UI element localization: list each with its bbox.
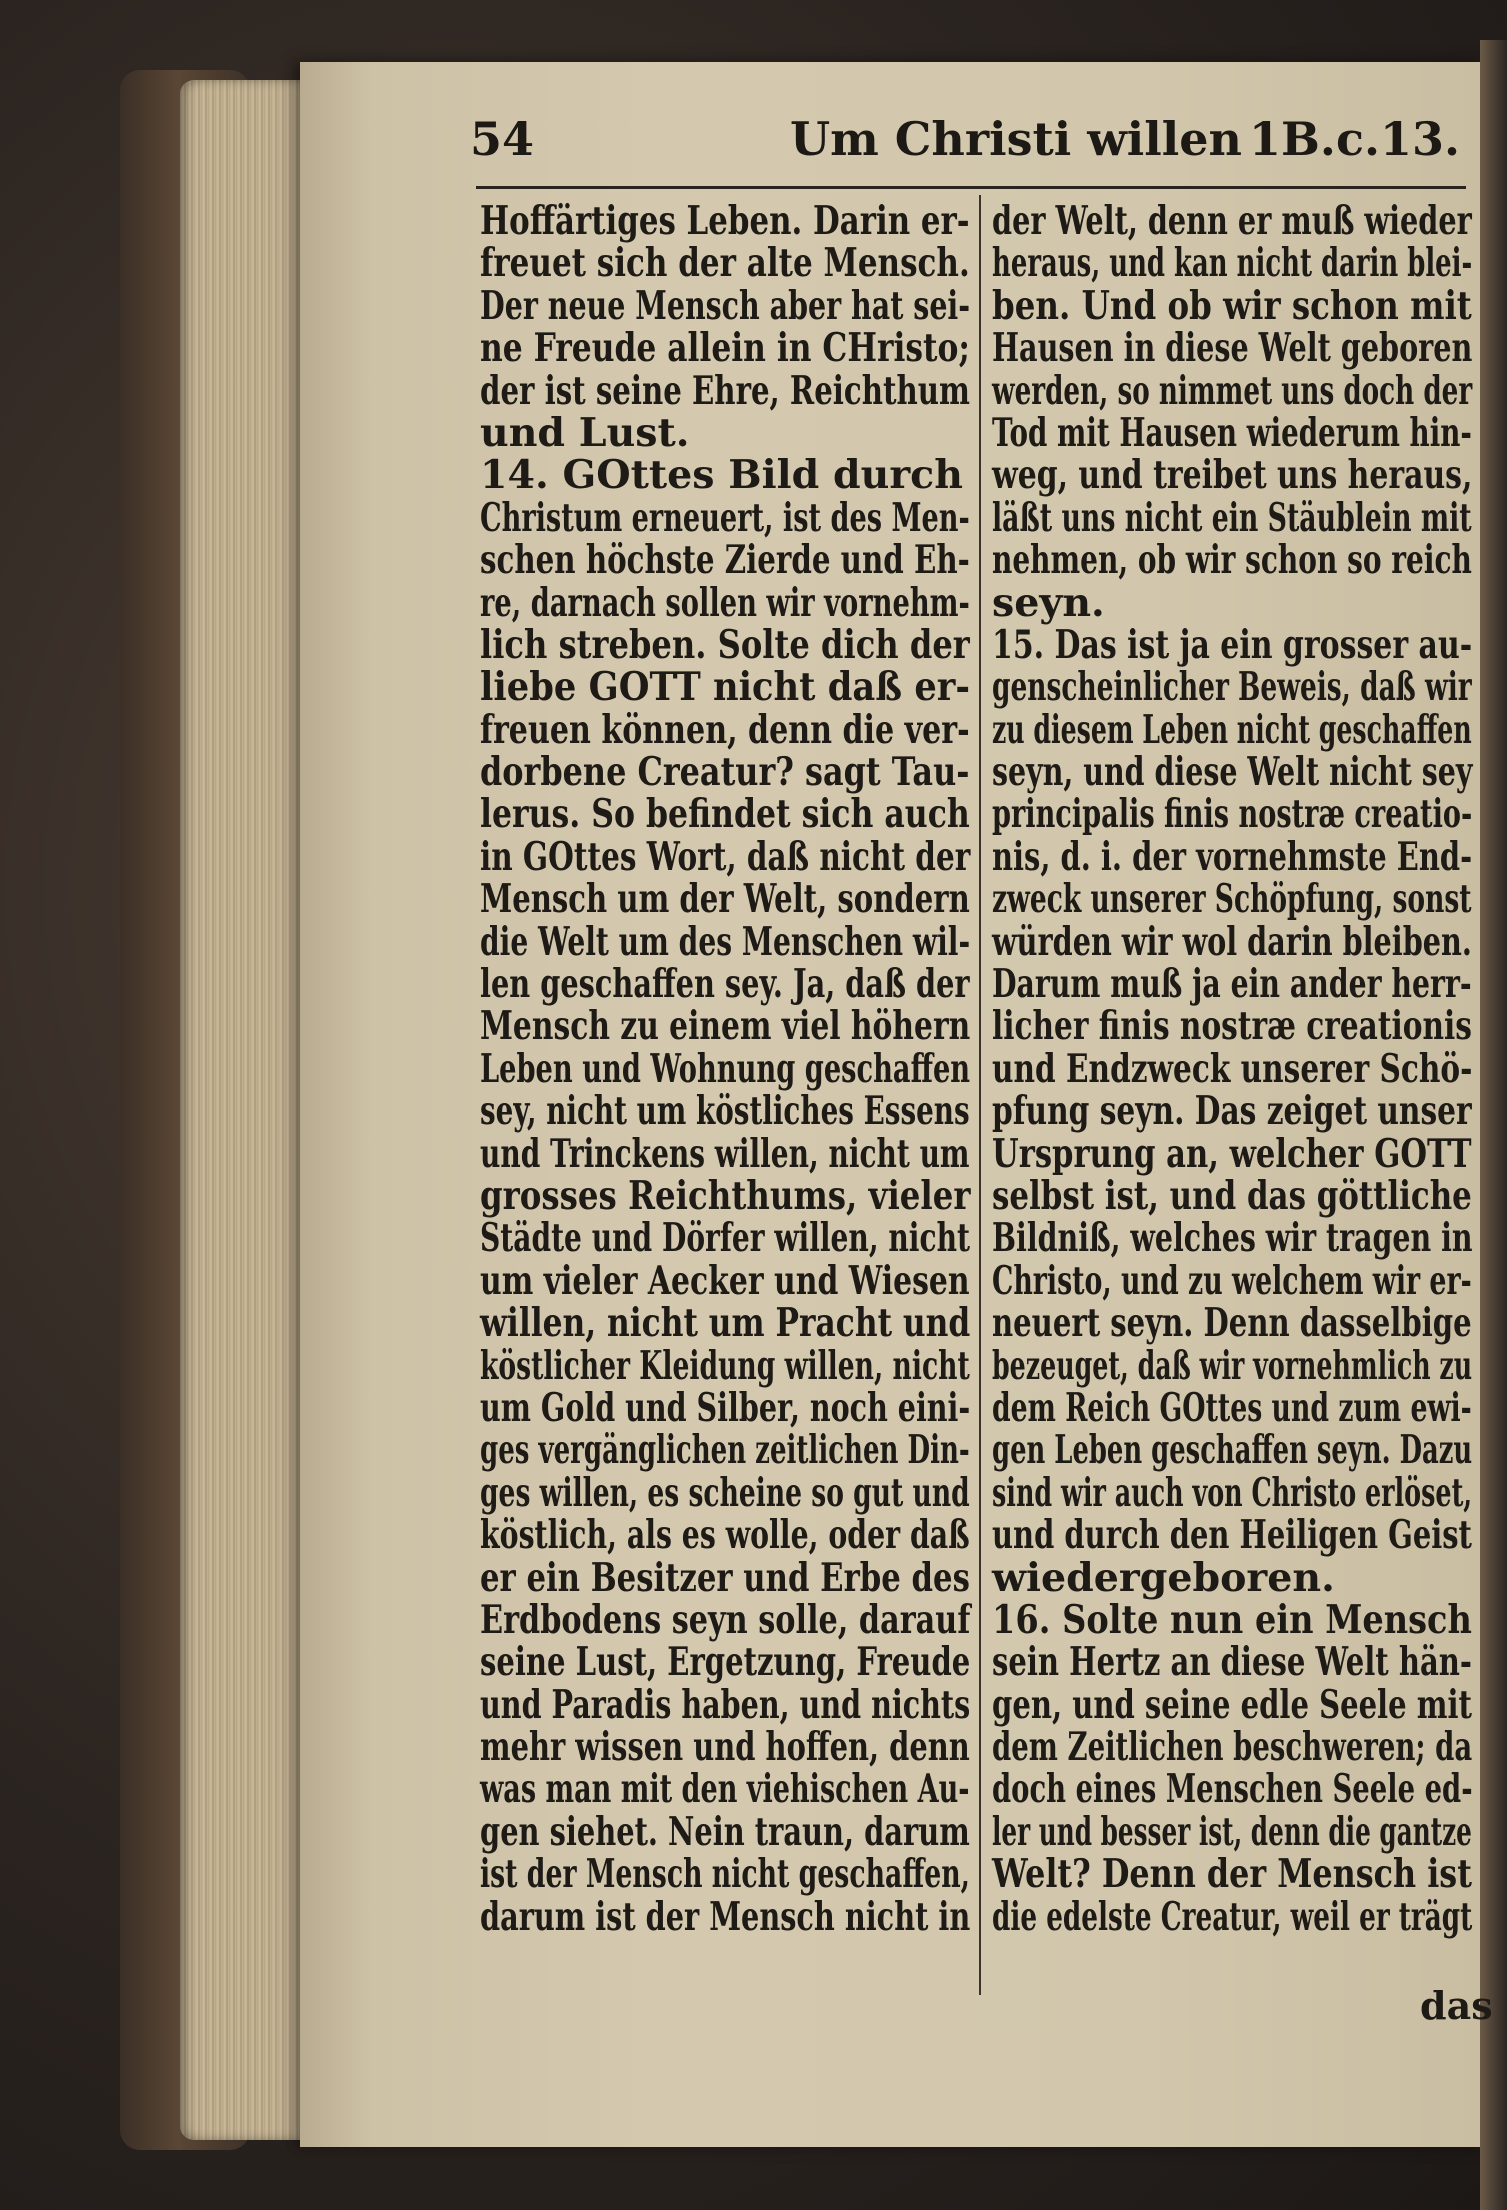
text-line: und Lust. <box>480 409 690 456</box>
catchword: das <box>1420 1983 1493 2028</box>
text-line: die edelste Creatur, weil er trägt <box>992 1893 1473 1940</box>
text-line: heraus, und kan nicht darin blei- <box>992 240 1473 287</box>
text-line: bezeuget, daß wir vornehmlich zu <box>992 1342 1473 1389</box>
text-line: und Trinckens willen, nicht um <box>480 1130 970 1177</box>
text-line: principalis finis nostræ creatio- <box>992 791 1473 838</box>
text-line: schen höchste Zierde und Eh- <box>480 537 970 584</box>
text-line: nehmen, ob wir schon so reich <box>992 537 1472 584</box>
text-line: freuet sich der alte Mensch. <box>480 240 970 287</box>
chapter-reference: 1B.c.13. <box>1249 112 1460 166</box>
text-line: lich streben. Solte dich der <box>480 621 970 668</box>
header-rule <box>476 186 1466 189</box>
text-line: Leben und Wohnung geschaffen <box>480 1045 971 1092</box>
text-line: wiedergeboren. <box>992 1554 1335 1601</box>
text-line: 14. GOttes Bild durch <box>480 452 963 499</box>
text-line: Mensch zu einem viel höhern <box>480 1003 971 1050</box>
text-line: sey, nicht um köstliches Essens <box>480 1088 970 1135</box>
text-line: lerus. So befindet sich auch <box>480 791 970 838</box>
text-line: ges willen, es scheine so gut und <box>480 1469 970 1516</box>
text-line: neuert seyn. Denn dasselbige <box>992 1300 1472 1347</box>
text-line: nis, d. i. der vornehmste End- <box>992 833 1473 880</box>
text-line: ist der Mensch nicht geschaffen, <box>480 1851 970 1898</box>
text-line: sind wir auch von Christo erlöset, <box>992 1469 1473 1516</box>
text-line: Erdbodens seyn solle, darauf <box>480 1596 971 1643</box>
text-line: der ist seine Ehre, Reichthum <box>480 367 970 414</box>
text-line: köstlich, als es wolle, oder daß <box>480 1512 970 1559</box>
text-line: was man mit den viehischen Au- <box>480 1766 970 1813</box>
text-line: und Endzweck unserer Schö- <box>992 1045 1473 1092</box>
text-line: ben. Und ob wir schon mit <box>992 282 1472 329</box>
text-line: würden wir wol darin bleiben. <box>992 918 1472 965</box>
page-number: 54 <box>470 112 535 166</box>
text-line: sein Hertz an diese Welt hän- <box>992 1639 1473 1686</box>
text-line: dem Reich GOttes und zum ewi- <box>992 1384 1472 1431</box>
text-line: freuen können, denn die ver- <box>480 706 970 753</box>
text-line: in GOttes Wort, daß nicht der <box>480 833 971 880</box>
text-line: Hoffärtiges Leben. Darin er- <box>480 198 970 244</box>
text-line: ges vergänglichen zeitlichen Din- <box>480 1427 970 1474</box>
text-line: seyn, und diese Welt nicht sey <box>992 749 1473 796</box>
text-line: willen, nicht um Pracht und <box>480 1300 971 1347</box>
text-line: dorbene Creatur? sagt Tau- <box>480 749 970 796</box>
left-text-column <box>480 200 970 1938</box>
text-line: doch eines Menschen Seele ed- <box>992 1766 1473 1813</box>
text-line: Christo, und zu welchem wir er- <box>992 1257 1472 1304</box>
text-line: er ein Besitzer und Erbe des <box>480 1554 970 1601</box>
text-line: gen, und seine edle Seele mit <box>992 1681 1472 1728</box>
text-line: gen siehet. Nein traun, darum <box>480 1808 970 1855</box>
text-line: Welt? Denn der Mensch ist <box>992 1851 1472 1898</box>
book-right-edge <box>1480 40 1507 2210</box>
text-line: seine Lust, Ergetzung, Freude <box>480 1639 971 1686</box>
text-line: licher finis nostræ creationis <box>992 1003 1472 1050</box>
text-line: werden, so nimmet uns doch der <box>992 367 1473 414</box>
text-line: Hausen in diese Welt geboren <box>992 325 1473 372</box>
text-line: selbst ist, und das göttliche <box>992 1172 1472 1219</box>
text-line: Christum erneuert, ist des Men- <box>480 494 970 541</box>
text-line: Mensch um der Welt, sondern <box>480 876 970 923</box>
text-line: seyn. <box>992 579 1105 626</box>
text-line: ler und besser ist, denn die gantze <box>992 1808 1472 1855</box>
text-line: köstlicher Kleidung willen, nicht <box>480 1342 970 1389</box>
text-line: 16. Solte nun ein Mensch <box>992 1596 1472 1643</box>
text-line: um Gold und Silber, noch eini- <box>480 1384 971 1431</box>
text-line: zweck unserer Schöpfung, sonst <box>992 876 1472 923</box>
text-line: weg, und treibet uns heraus, <box>992 452 1473 499</box>
text-line: darum ist der Mensch nicht in <box>480 1893 971 1940</box>
text-line: mehr wissen und hoffen, denn <box>480 1724 970 1771</box>
text-line: Darum muß ja ein ander herr- <box>992 961 1472 1008</box>
text-line: läßt uns nicht ein Stäublein mit <box>992 494 1472 541</box>
text-line: Bildniß, welches wir tragen in <box>992 1215 1473 1262</box>
text-line: gen Leben geschaffen seyn. Dazu <box>992 1427 1473 1474</box>
text-line: und durch den Heiligen Geist <box>992 1512 1472 1559</box>
text-line: grosses Reichthums, vieler <box>480 1172 971 1219</box>
text-line: Der neue Mensch aber hat sei- <box>480 282 971 329</box>
text-line: re, darnach sollen wir vornehm- <box>480 579 970 626</box>
text-line: und Paradis haben, und nichts <box>480 1681 971 1728</box>
text-line: liebe GOTT nicht daß er- <box>480 664 971 711</box>
page-header <box>470 112 1470 182</box>
text-line: die Welt um des Menschen wil- <box>480 918 971 965</box>
text-line: zu diesem Leben nicht geschaffen <box>992 706 1472 753</box>
running-head: Um Christi willen <box>790 112 1242 166</box>
text-line: Städte und Dörfer willen, nicht <box>480 1215 970 1262</box>
text-line: der Welt, denn er muß wieder <box>992 198 1472 244</box>
text-line: Tod mit Hausen wiederum hin- <box>992 409 1472 456</box>
text-line: pfung seyn. Das zeiget unser <box>992 1088 1472 1135</box>
text-line: Ursprung an, welcher GOTT <box>992 1130 1472 1177</box>
text-line: dem Zeitlichen beschweren; da <box>992 1724 1473 1771</box>
text-line: genscheinlicher Beweis, daß wir <box>992 664 1472 711</box>
right-text-column <box>992 200 1472 1938</box>
column-divider <box>979 195 981 1995</box>
text-line: 15. Das ist ja ein grosser au- <box>992 621 1473 668</box>
text-line: um vieler Aecker und Wiesen <box>480 1257 970 1304</box>
text-line: len geschaffen sey. Ja, daß der <box>480 961 970 1008</box>
text-line: ne Freude allein in CHristo; <box>480 325 970 372</box>
